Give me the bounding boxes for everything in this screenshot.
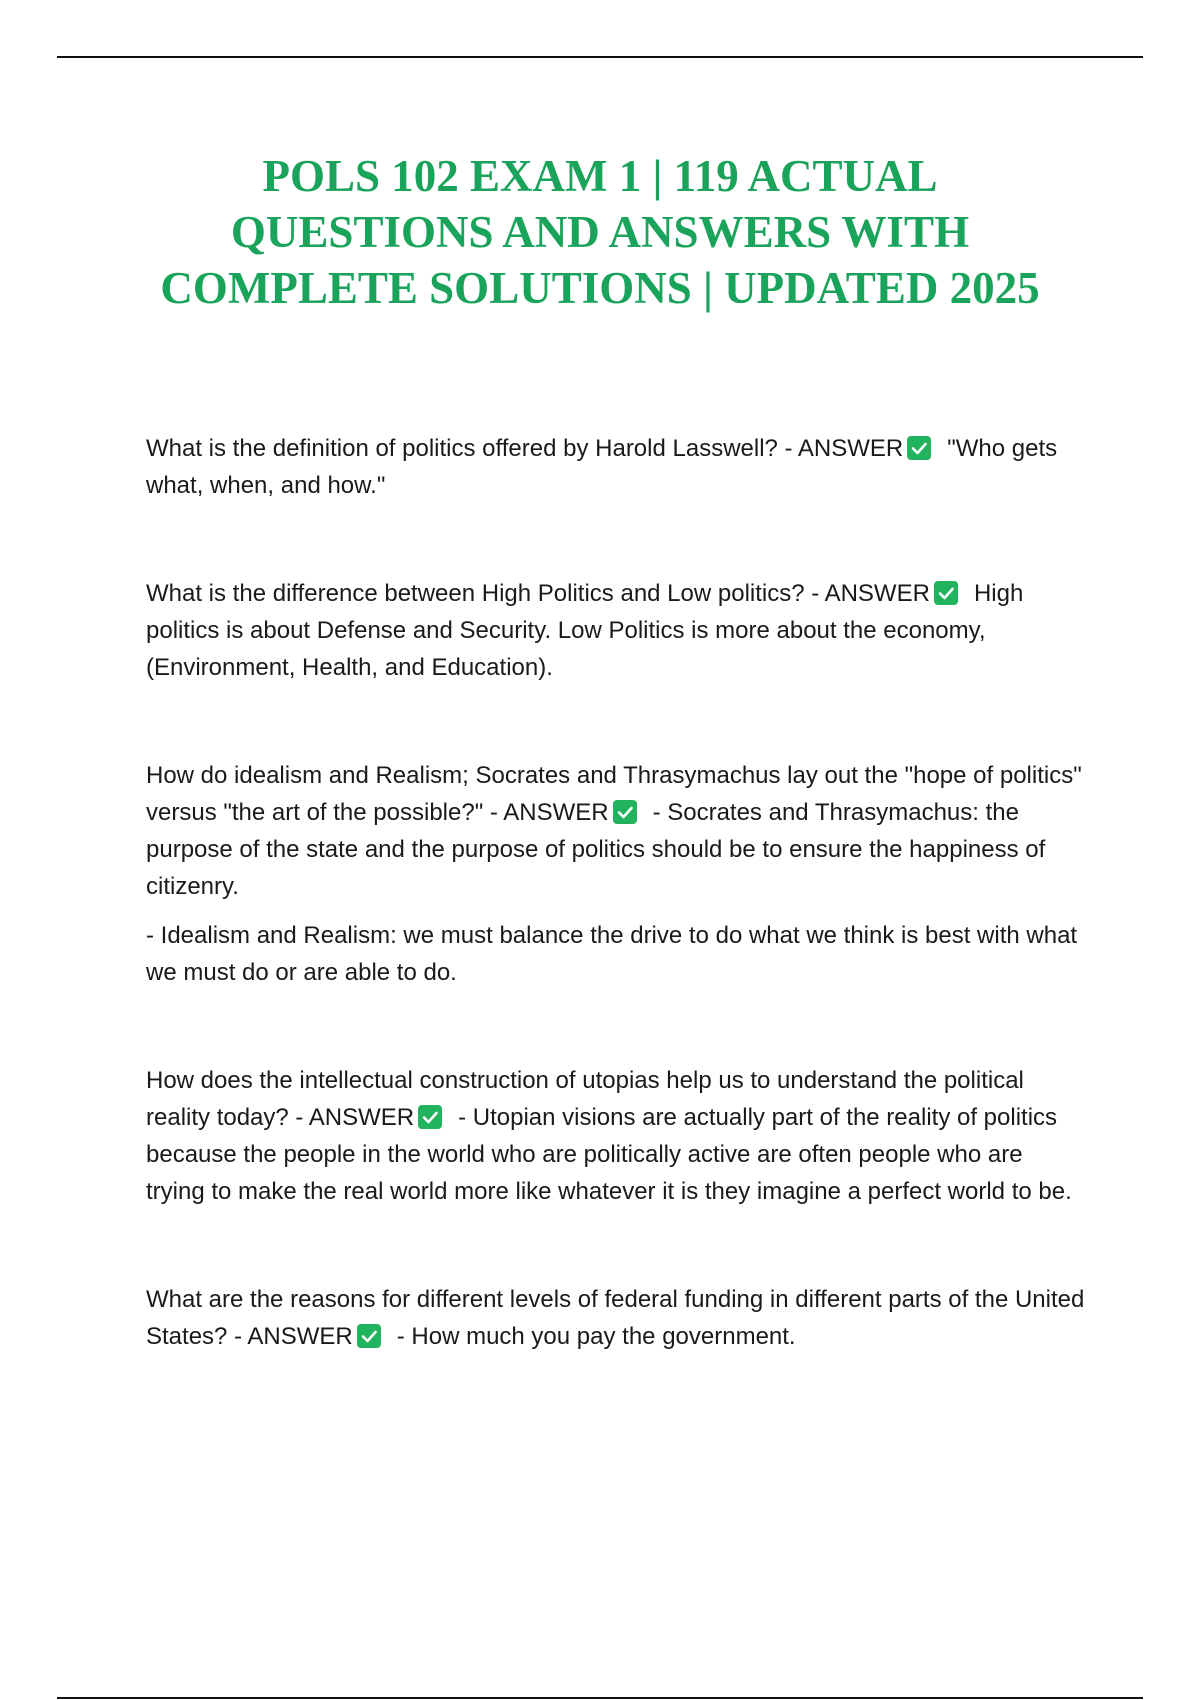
answer-text: - Socrates and Thrasymachus: the purpose of the state and the purpose of politics should be to ensure the happiness of citizenry. [146,799,1046,900]
question-text: How does the intellectual construction of utopias help us to understand the political reality today? - ANSWER [146,1067,1024,1131]
check-mark-icon [357,1324,381,1348]
answer-text: "Who gets what, when, and how." [146,435,1058,499]
check-mark-icon [418,1105,442,1129]
question-text: How do idealism and Realism; Socrates and Thrasymachus lay out the "hope of politics" versus "the art of the possible?" - ANSWER [146,762,1082,826]
answer-text: - How much you pay the government. [396,1323,796,1350]
question-text: What is the difference between High Politics and Low politics? - ANSWER [146,580,930,607]
answer-text: - Utopian visions are actually part of the reality of politics because the people in the world who are politically active are often people who are trying to make the real world more like whatever it is they imagine a perfect world to be. [146,1104,1072,1205]
qa-list [146,430,1086,1355]
qa-item [146,1062,1086,1210]
bottom-rule [57,1697,1143,1699]
answer-text: High politics is about Defense and Security. Low Politics is more about the economy, (Environment, Health, and Education). [146,580,1024,681]
check-mark-icon [613,800,637,824]
qa-item [146,1281,1086,1355]
qa-item [146,430,1086,504]
question-text: What are the reasons for different levels of federal funding in different parts of the United States? - ANSWER [146,1286,1085,1350]
qa-item [146,575,1086,686]
check-mark-icon [907,436,931,460]
top-rule [57,56,1143,58]
question-text: What is the definition of politics offered by Harold Lasswell? - ANSWER [146,435,904,462]
check-mark-icon [934,581,958,605]
answer-continuation: - Idealism and Realism: we must balance the drive to do what we think is best with what we must do or are able to do. [146,922,1078,986]
document-title: POLS 102 EXAM 1 | 119 ACTUAL QUESTIONS AND ANSWERS WITH COMPLETE SOLUTIONS | UPDATED 2025 [160,151,1040,313]
qa-item [146,757,1086,905]
